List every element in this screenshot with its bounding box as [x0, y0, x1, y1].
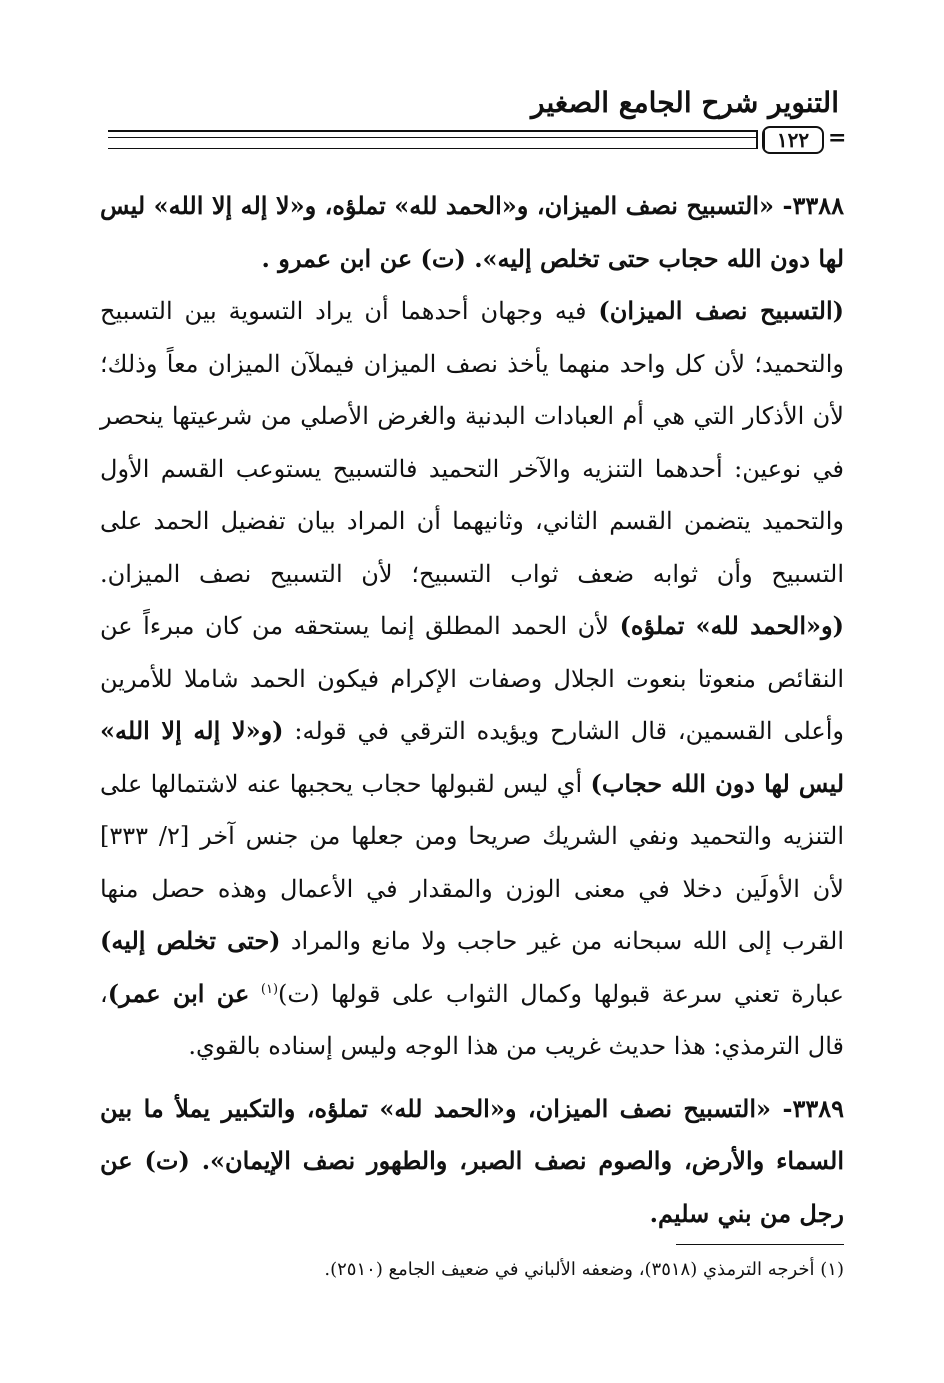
commentary-text: أي ليس لقبولها حجاب يحجبها عنه لاشتمالها على التنزيه والتحميد ونفي الشريك صريحا ومن جعلها من جنس آخر [٢/ ٣٣٣] لأن الأولَين دخلا في معنى الوزن والمقدار في الأعمال وهذه حصل منها القرب إلى الله سبحانه من غير حاجب ولا مانع والمراد: [100, 769, 845, 955]
footnote-rule: [676, 1244, 844, 1245]
page-number: ١٢٢: [776, 128, 810, 152]
commentary-text: ، قال الترمذي: هذا حديث غريب من هذا الوجه وليس إسناده بالقوي.: [100, 979, 844, 1060]
commentary-text: عبارة تعني سرعة قبولها وكمال الثواب على قولها: [319, 979, 844, 1008]
commentary-text: فيه وجهان أحدهما أن يراد التسوية بين التسبيح والتحميد؛ لأن كل واحد منهما يأخذ نصف الميزان فيملآن الميزان معاً وذلك؛ لأن الأذكار التي هي أم العبادات البدنية والغرض الأصلي من شرعيتها ينحصر في نوعين: أحدهما التنزيه والآخر التحميد فالتسبيح يستوعب القسم الأول والتحميد يتضمن القسم الثاني، وثانيهما أن المراد بيان تفضيل الحمد على التسبيح وأن ثوابه ضعف ثواب التسبيح؛ لأن التسبيح نصف الميزان.: [100, 297, 844, 588]
header-rule: [108, 130, 758, 149]
paragraph-gap: [100, 1073, 844, 1083]
footnote-marker: (١): [260, 981, 279, 997]
main-text: [100, 180, 844, 1240]
commentary-term: (و«لا إله إلا الله» ليس لها دون الله حجاب): [100, 716, 844, 798]
commentary-term: (و«الحمد لله» تملؤه): [619, 611, 844, 640]
commentary-term: (التسبيح نصف الميزان): [598, 296, 845, 325]
commentary-term: (حتى تخلص إليه): [100, 926, 281, 955]
hadith-source: (ت) عن ابن عمرو .: [261, 243, 466, 273]
commentary-ref: (ت): [278, 979, 320, 1008]
header-ornament: =: [828, 125, 847, 151]
hadith-3389: [100, 1083, 844, 1241]
hadith-number: ٣٣٨٨-: [782, 191, 845, 220]
hadith-text: «التسبيح نصف الميزان، و«الحمد لله» تملؤه، والتكبير يملأ ما بين السماء والأرض، والصوم نصف الصبر، والطهور نصف الإيمان».: [100, 1093, 845, 1175]
hadith-3388: [100, 180, 844, 285]
hadith-text: «التسبيح نصف الميزان، و«الحمد لله» تملؤه، و«لا إله إلا الله» ليس لها دون الله حجاب حتى تخلص إليه».: [100, 191, 844, 273]
commentary-paragraph: [100, 285, 844, 1073]
running-title: التنوير شرح الجامع الصغير: [531, 86, 839, 119]
commentary-text: لأن الحمد المطلق إنما يستحقه من كان مبرءاً عن النقائص منعوتا بنعوت الجلال وصفات الإكرام فيكون الحمد شاملا للأمرين وأعلى القسمين، قال الشارح ويؤيده الترقي في قوله:: [100, 612, 844, 745]
hadith-number: ٣٣٨٩-: [782, 1093, 845, 1123]
commentary-term: عن ابن عمر): [107, 978, 250, 1008]
page-number-box: [762, 126, 824, 154]
hadith-source: (ت) عن رجل من بني سليم.: [100, 1146, 844, 1228]
footnote: (١) أخرجه الترمذي (٣٥١٨)، وضعفه الألباني في ضعيف الجامع (٢٥١٠).: [324, 1259, 844, 1280]
